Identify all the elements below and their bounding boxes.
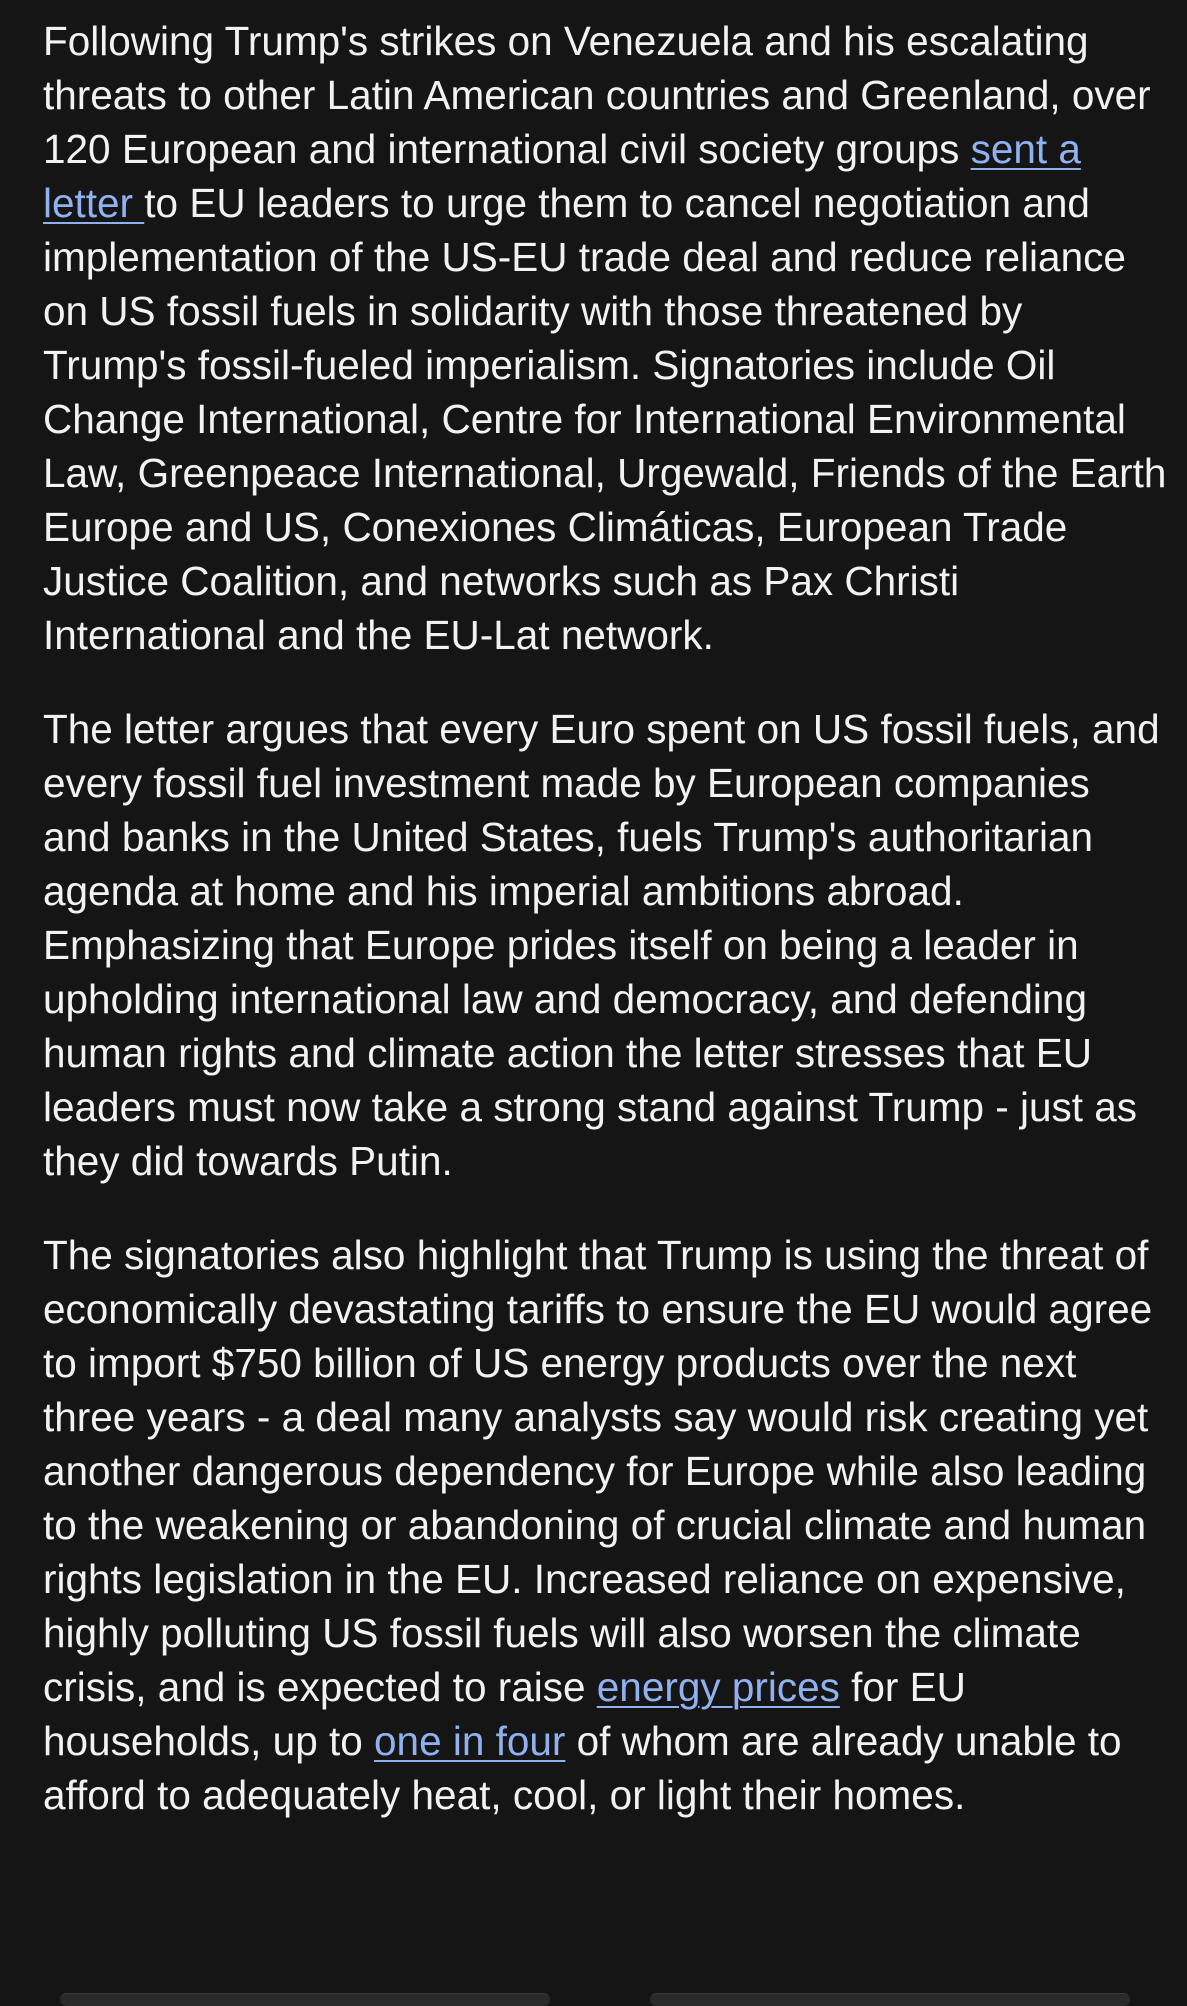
text-segment: The signatories also highlight that Trump is using the threat of economically devastating tariffs to ensure the EU would agree to import $750 billion of US energy products over the next three years - a deal many analysts say would risk creating yet another dangerous dependency for Europe while also leading to the weakening or abandoning of crucial climate and human rights legislation in the EU. Increased reliance on expensive, highly polluting US fossil fuels will also worsen the climate crisis, and is expected to raise [43,1232,1153,1710]
paragraph-1 [43,14,1168,662]
text-segment: of whom are already unable to afford to adequately heat, cool, or light their homes. [43,1718,1122,1818]
energy-prices-link[interactable]: energy prices [596,1664,840,1710]
partial-element-left [60,1993,550,2006]
sent-a-letter-link[interactable]: sent a letter [43,126,1081,226]
text-segment: for EU households, up to [43,1664,966,1764]
article-body [43,14,1168,1862]
bottom-edge [0,1988,1187,1998]
text-segment: The letter argues that every Euro spent on US fossil fuels, and every fossil fuel investment made by European companies and banks in the United States, fuels Trump's authoritarian agenda at home and his imperial ambitions abroad. Emphasizing that Europe prides itself on being a leader in upholding international law and democracy, and defending human rights and climate action the letter stresses that EU leaders must now take a strong stand against Trump - just as they did towards Putin. [43,706,1160,1184]
partial-element-right [650,1993,1130,2006]
text-segment: to EU leaders to urge them to cancel negotiation and implementation of the US-EU trade deal and reduce reliance on US fossil fuels in solidarity with those threatened by Trump's fossil-fueled imperialism. Signatories include Oil Change International, Centre for International Environmental Law, Greenpeace International, Urgewald, Friends of the Earth Europe and US, Conexiones Climáticas, European Trade Justice Coalition, and networks such as Pax Christi International and the EU-Lat network. [43,180,1167,658]
paragraph-2 [43,702,1168,1188]
one-in-four-link[interactable]: one in four [374,1718,566,1764]
paragraph-3 [43,1228,1168,1822]
text-segment: Following Trump's strikes on Venezuela and his escalating threats to other Latin American countries and Greenland, over 120 European and international civil society groups [43,18,1151,172]
